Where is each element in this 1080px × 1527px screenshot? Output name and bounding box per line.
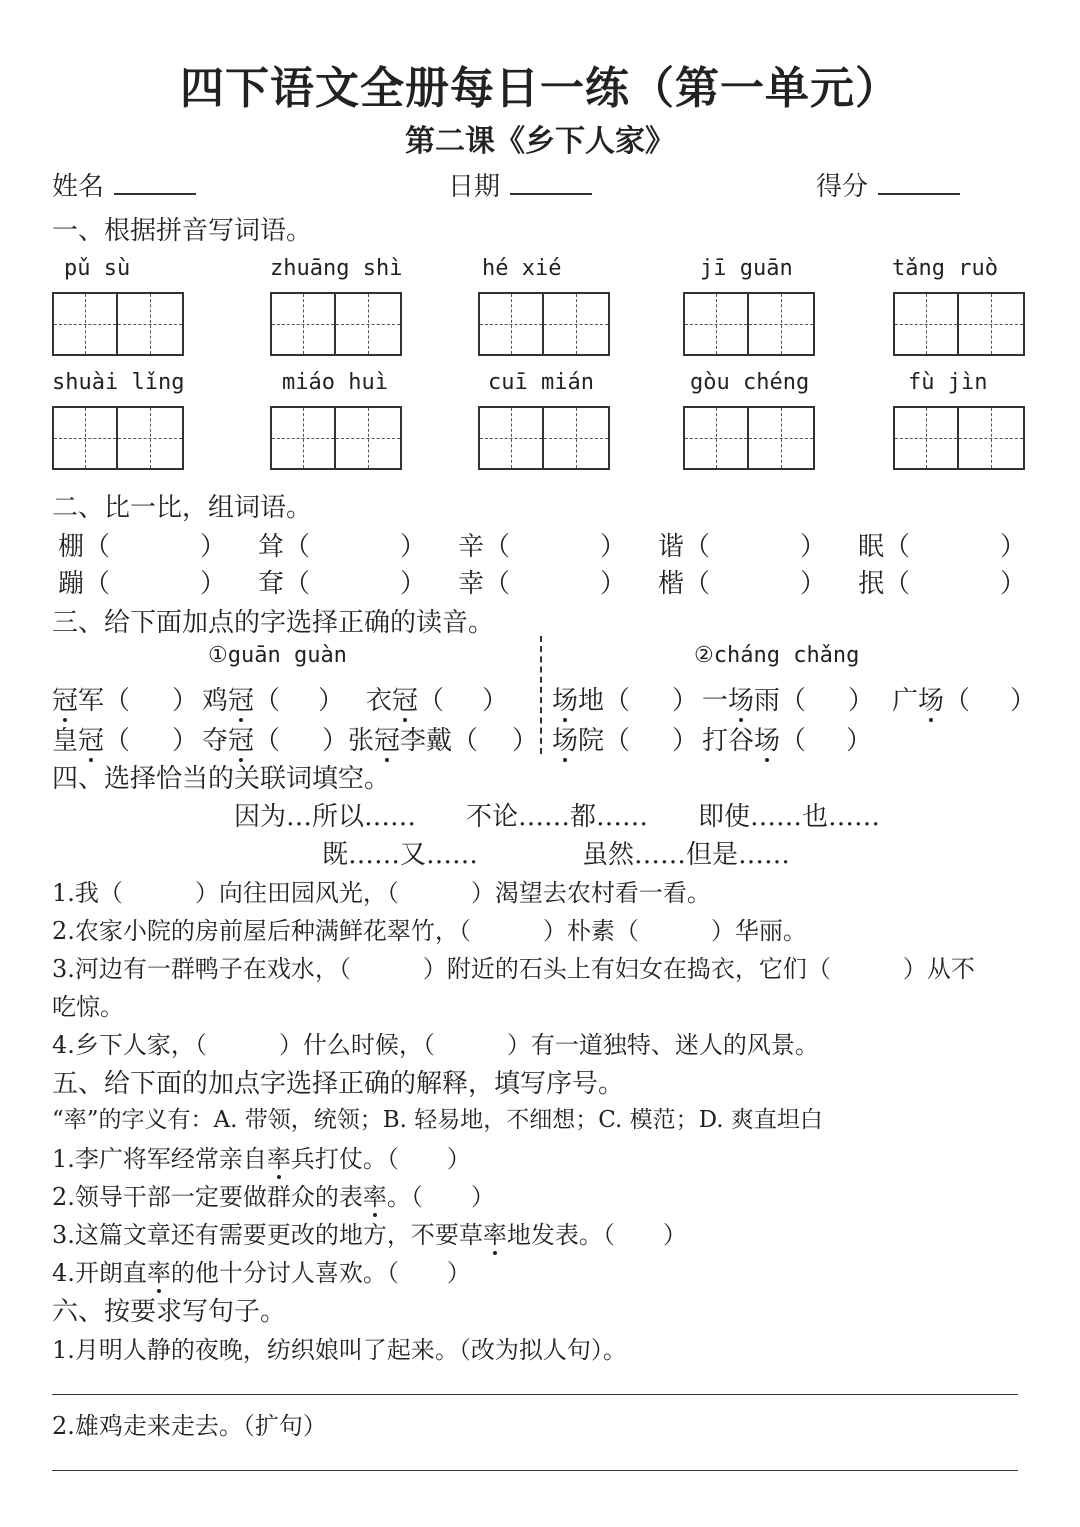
dotted-char: 冠 (228, 686, 255, 716)
question-item: 吃惊。 (52, 993, 124, 1021)
score-label: 得分 (816, 172, 869, 202)
compare-item: 耸（ (258, 532, 311, 562)
question-item: 2.领导干部一定要做群众的表率。（ ） (52, 1183, 495, 1211)
compare-item: 抿（ (858, 569, 911, 599)
answer-paren[interactable]: ） (1010, 686, 1037, 716)
dotted-char: 冠 (374, 726, 401, 756)
section4-heading: 四、选择恰当的关联词填空。 (52, 764, 391, 794)
conjunction-option: 即使……也…… (698, 802, 881, 832)
question-item: 1.我（ ）向往田园风光，（ ）渴望去农村看一看。 (52, 879, 711, 907)
question-item: 2.农家小院的房前屋后种满鲜花翠竹，（ ）朴素（ ）华丽。 (52, 917, 807, 945)
answer-paren[interactable]: ） (172, 686, 199, 716)
question-item: 4.开朗直率的他十分讨人喜欢。（ ） (52, 1259, 471, 1287)
pinyin-label: jī guān (700, 256, 793, 281)
question-item: 1.李广将军经常亲自率兵打仗。（ ） (52, 1145, 471, 1173)
answer-paren[interactable]: ） (846, 726, 873, 756)
answer-paren[interactable]: ） (672, 686, 699, 716)
dotted-char: 场 (918, 686, 945, 716)
date-field[interactable] (448, 166, 592, 203)
tian-grid-box[interactable] (893, 292, 1025, 356)
pinyin-label: gòu chéng (690, 370, 810, 395)
score-field[interactable] (816, 166, 960, 203)
dotted-char: 率 (146, 1259, 171, 1287)
answer-paren[interactable]: ） (600, 532, 627, 562)
dotted-char: 率 (482, 1221, 507, 1249)
answer-paren[interactable]: ） (400, 569, 427, 599)
answer-paren[interactable]: ） (400, 532, 427, 562)
pinyin-label: fù jìn (908, 370, 988, 395)
tian-grid-box[interactable] (52, 292, 184, 356)
section2-heading: 二、比一比，组词语。 (52, 493, 313, 523)
word-item: 鸡冠（ (202, 686, 281, 716)
compare-item: 蹦（ (58, 569, 111, 599)
word-item: 皇冠（ (52, 726, 131, 756)
word-item: 广场（ (892, 686, 971, 716)
tian-grid-box[interactable] (893, 406, 1025, 470)
compare-item: 棚（ (58, 532, 111, 562)
answer-paren[interactable]: ） (482, 686, 509, 716)
answer-paren[interactable]: ） (672, 726, 699, 756)
answer-line[interactable] (52, 1470, 1018, 1471)
question-item: 4.乡下人家，（ ）什么时候，（ ）有一道独特、迷人的风景。 (52, 1031, 819, 1059)
pinyin-label: miáo huì (282, 370, 388, 395)
dotted-char: 率 (266, 1145, 291, 1173)
reading-options: ①guān guàn (208, 643, 347, 668)
conjunction-option: 既……又…… (322, 840, 479, 870)
answer-paren[interactable]: ） (1000, 532, 1027, 562)
tian-grid-box[interactable] (683, 292, 815, 356)
compare-item: 辛（ (458, 532, 511, 562)
section3-heading: 三、给下面加点的字选择正确的读音。 (52, 608, 495, 638)
word-item: 场地（ (552, 686, 631, 716)
word-item: 夺冠（ (202, 726, 281, 756)
answer-paren[interactable]: ） (512, 726, 539, 756)
dotted-char: 率 (362, 1183, 387, 1211)
score-blank[interactable] (878, 173, 960, 195)
conjunction-option: 因为…所以…… (234, 802, 417, 832)
compare-item: 幸（ (458, 569, 511, 599)
answer-paren[interactable]: ） (1000, 569, 1027, 599)
compare-item: 谐（ (658, 532, 711, 562)
dotted-char: 冠 (78, 726, 105, 756)
name-field[interactable] (52, 166, 196, 203)
date-blank[interactable] (510, 173, 592, 195)
page-title: 四下语文全册每日一练（第一单元） (180, 63, 900, 114)
dotted-char: 冠 (392, 686, 419, 716)
compare-item: 耷（ (258, 569, 311, 599)
compare-item: 楷（ (658, 569, 711, 599)
question-item: 3.这篇文章还有需要更改的地方，不要草率地发表。（ ） (52, 1221, 687, 1249)
question-item: 3.河边有一群鸭子在戏水，（ ）附近的石头上有妇女在捣衣，它们（ ）从不 (52, 955, 975, 983)
pinyin-label: hé xié (482, 256, 562, 281)
definition-list: “率”的字义有：A. 带领，统领；B. 轻易地，不细想；C. 模范；D. 爽直坦白 (52, 1107, 823, 1133)
name-blank[interactable] (114, 173, 196, 195)
tian-grid-box[interactable] (683, 406, 815, 470)
word-item: 冠军（ (52, 686, 131, 716)
answer-paren[interactable]: ） (200, 532, 227, 562)
answer-paren[interactable]: ） (800, 569, 827, 599)
pinyin-label: pǔ sù (64, 256, 131, 281)
reading-options: ②cháng chǎng (694, 643, 860, 668)
dotted-char: 冠 (52, 686, 79, 716)
word-item: 场院（ (552, 726, 631, 756)
pinyin-label: cuī mián (488, 370, 594, 395)
name-label: 姓名 (52, 172, 105, 202)
pinyin-label: tǎng ruò (892, 256, 998, 281)
word-item: 打谷场（ (702, 726, 807, 756)
pinyin-label: shuài lǐng (52, 370, 185, 395)
conjunction-option: 虽然……但是…… (582, 840, 791, 870)
tian-grid-box[interactable] (52, 406, 184, 470)
word-item: 一场雨（ (702, 686, 807, 716)
question-item: 1.月明人静的夜晚，纺织娘叫了起来。（改为拟人句）。 (52, 1336, 627, 1364)
answer-paren[interactable]: ） (848, 686, 875, 716)
tian-grid-box[interactable] (270, 292, 402, 356)
answer-paren[interactable]: ） (800, 532, 827, 562)
tian-grid-box[interactable] (478, 406, 610, 470)
tian-grid-box[interactable] (478, 292, 610, 356)
date-label: 日期 (448, 172, 501, 202)
question-item: 2.雄鸡走来走去。（扩句） (52, 1412, 327, 1440)
pinyin-label: zhuāng shì (270, 256, 403, 281)
dotted-char: 冠 (228, 726, 255, 756)
dotted-char: 场 (552, 726, 579, 756)
dotted-char: 场 (552, 686, 579, 716)
tian-grid-box[interactable] (270, 406, 402, 470)
section6-heading: 六、按要求写句子。 (52, 1297, 287, 1327)
section5-heading: 五、给下面的加点字选择正确的解释，填写序号。 (52, 1069, 625, 1099)
dotted-char: 场 (728, 686, 755, 716)
answer-line[interactable] (52, 1394, 1018, 1395)
answer-paren[interactable]: ） (318, 686, 345, 716)
answer-paren[interactable]: ） (600, 569, 627, 599)
column-divider (540, 636, 542, 754)
answer-paren[interactable]: ） (200, 569, 227, 599)
conjunction-option: 不论……都…… (466, 802, 649, 832)
compare-item: 眠（ (858, 532, 911, 562)
word-item: ）张冠李戴（ (322, 726, 479, 756)
answer-paren[interactable]: ） (172, 726, 199, 756)
lesson-subtitle: 第二课《乡下人家》 (405, 124, 675, 159)
section1-heading: 一、根据拼音写词语。 (52, 216, 313, 246)
dotted-char: 场 (754, 726, 781, 756)
word-item: 衣冠（ (366, 686, 445, 716)
